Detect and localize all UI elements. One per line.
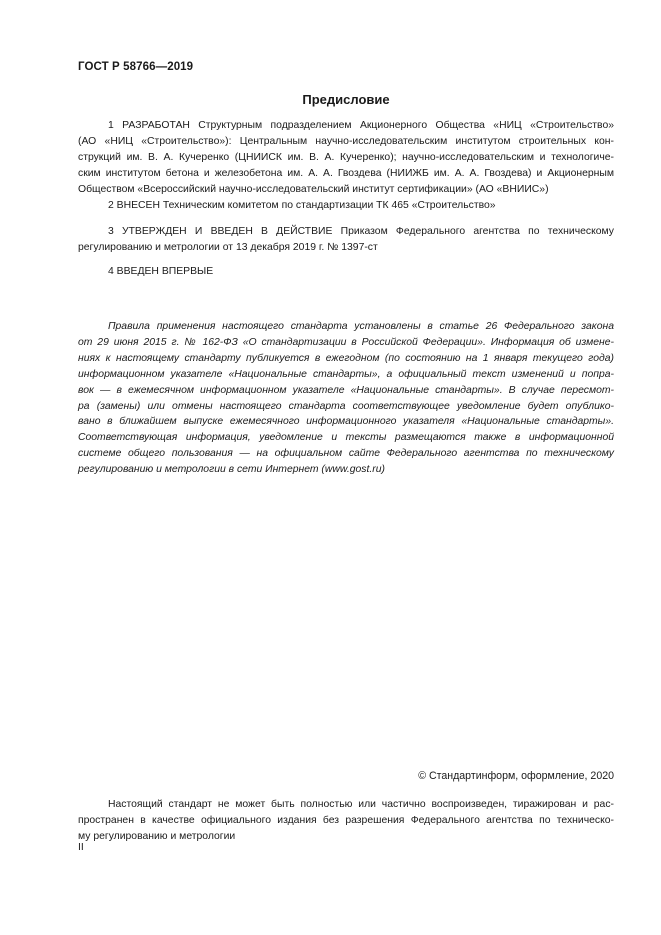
paragraph-submitted <box>78 198 614 214</box>
notice-line: информационном указателе «Национальные стандарты», а официальный текст изменений и попра- <box>78 368 614 380</box>
page-number: II <box>78 842 84 853</box>
paragraph-line: регулированию и метрологии от 13 декабря 2019 г. № 1397-ст <box>78 241 378 253</box>
paragraph-line: Обществом «Всероссийский научно-исследовательский институт сертификации» (АО «ВНИИС») <box>78 183 549 195</box>
notice-line: вано в ближайшем выпуске ежемесячного информационного указателя «Национальные стандарты». <box>78 416 614 428</box>
paragraph-developed <box>78 118 614 198</box>
standard-id: ГОСТ Р 58766—2019 <box>78 61 194 73</box>
paragraph-line: 4 ВВЕДЕН ВПЕРВЫЕ <box>108 266 214 277</box>
notice-line: ниях к настоящему стандарту публикуется в ежегодном (по состоянию на 1 января текущего года) <box>78 352 614 364</box>
paragraph-line: 3 УТВЕРЖДЕН И ВВЕДЕН В ДЕЙСТВИЕ Приказом Федерального агентства по техническому <box>108 226 614 237</box>
notice-line: вок — в ежемесячном информационном указателе «Национальные стандарты». В случае пересмот- <box>78 384 614 396</box>
paragraph-line: (АО «НИЦ «Строительство»): Центральным научно-исследовательским институтом строительных кон- <box>78 135 614 147</box>
section-title: Предисловие <box>302 92 390 107</box>
notice-line: системе общего пользования — на официальном сайте Федерального агентства по техническому <box>78 448 614 460</box>
notice-line: Соответствующая информация, уведомление и тексты размещаются также в информационной <box>78 432 614 444</box>
reproduction-paragraph <box>78 797 614 845</box>
notice-line: Правила применения настоящего стандарта установлены в статье 26 Федерального закона <box>108 321 614 332</box>
paragraph-line: ским институтом бетона и железобетона им. А. А. Гвоздева (НИИЖБ им. А. А. Гвоздева) и Акционерным <box>78 167 614 179</box>
notice-paragraph <box>78 319 614 478</box>
notice-line: ра (замены) или отмены настоящего стандарта соответствующее уведомление будет опублико- <box>78 400 614 412</box>
notice-line: от 29 июня 2015 г. № 162-ФЗ «О стандартизации в Российской Федерации». Информация об измене- <box>78 336 614 348</box>
paragraph-line: струкций им. В. А. Кучеренко (ЦНИИСК им. В. А. Кучеренко); научно-исследовательским и технологиче- <box>78 151 614 163</box>
copyright-notice: © Стандартинформ, оформление, 2020 <box>418 770 614 782</box>
reproduction-line: Настоящий стандарт не может быть полностью или частично воспроизведен, тиражирован и рас- <box>108 799 614 810</box>
paragraph-approved <box>78 224 614 256</box>
paragraph-line: 1 РАЗРАБОТАН Структурным подразделением Акционерного Общества «НИЦ «Строительство» <box>108 120 614 131</box>
paragraph-line: 2 ВНЕСЕН Техническим комитетом по стандартизации ТК 465 «Строительство» <box>108 200 496 211</box>
reproduction-line: му регулированию и метрологии <box>78 830 236 842</box>
reproduction-line: пространен в качестве официального издания без разрешения Федерального агентства по техническо- <box>78 814 614 826</box>
notice-line: регулированию и метрологии в сети Интернет (www.gost.ru) <box>78 464 385 476</box>
paragraph-first-introduced <box>78 264 614 280</box>
